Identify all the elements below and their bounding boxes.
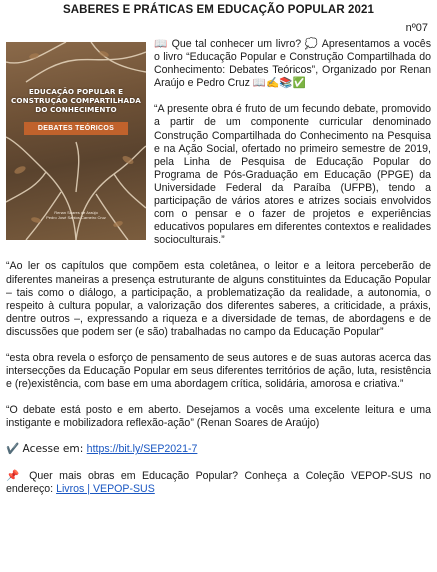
collection-link[interactable]: Livros | VEPOP-SUS	[56, 482, 155, 495]
cover-title	[6, 88, 146, 114]
intro-paragraph: 📖 Que tal conhecer um livro? 💭 Apresentamos a vocês o livro “Educação Popular e Construção Compartilhada do Conhecimento: Debates Teóricos”, Organizado por Renan Araújo e Pedro Cruz 📖✍📚✅	[154, 38, 431, 90]
quote-paragraph: “O debate está posto e em aberto. Desejamos a vocês uma excelente leitura e uma instigante e mobilizadora reflexão-ação” (Renan Soares de Araújo)	[6, 404, 431, 430]
cover-subtitle: DEBATES TEÓRICOS	[24, 122, 128, 135]
issue-number: nº07	[405, 22, 428, 34]
cover-title-line: DO CONHECIMENTO	[35, 104, 117, 114]
book-cover-image	[6, 42, 146, 240]
post-content	[6, 38, 431, 496]
cover-credit: Renan Soares de Araújo Pedro José Santos Carneiro Cruz	[46, 210, 106, 220]
access-line	[6, 443, 431, 456]
access-link[interactable]: https://bit.ly/SEP2021-7	[86, 443, 198, 456]
cover-title-line: CONSTRUÇÃO COMPARTILHADA	[11, 95, 141, 105]
quote-paragraph: “A presente obra é fruto de um fecundo debate, promovido a partir de um componente curricular denominado Construção Compartilhada do Conhecimento na Pesquisa e na Ação Social, ofertado no primeiro semestre de 2019, pela Linha de Pesquisa de Educação Popular do Programa de Pós-Graduação em Educação (PPGE) da Universidade Federal da Paraíba (UFPB), tendo a participação de vários atores e atrizes sociais envolvidos com o pensar e o fazer de projetos e experiências educativos populares em diferentes contextos e realidades socioculturais.”	[154, 103, 431, 247]
quote-paragraph: “esta obra revela o esforço de pensamento de seus autores e de suas autoras acerca das intersecções da Educação Popular em seus diferentes territórios de ação, luta, resistência e (re)existência, com base em uma abordagem crítica, solidária, amorosa e criativa.”	[6, 351, 431, 391]
access-prefix: ✔️ Acesse em:	[6, 443, 87, 456]
page-title: SABERES E PRÁTICAS EM EDUCAÇÃO POPULAR 2021	[62, 4, 375, 16]
quote-paragraph: “Ao ler os capítulos que compõem esta coletânea, o leitor e a leitora perceberão de diferentes maneiras a presença estruturante de alguns constituintes da Educação Popular – tais como o diálogo, a participação, a problematização da realidade, a autonomia, o respeito à cultura popular, a valorização dos diferentes saberes, a criticidade, a práxis, dentre outros –, expressando a riqueza e a diversidade de temas, de abordagens e de discussões que podem ser (e são) trabalhadas no campo da Educação Popular”	[6, 260, 431, 338]
more-line	[6, 470, 431, 496]
cover-title-line: EDUCAÇÃO POPULAR E	[28, 87, 124, 96]
more-prefix: 📌 Quer mais obras em Educação Popular? Conheça a Coleção VEPOP-SUS no endereço:	[6, 469, 431, 495]
